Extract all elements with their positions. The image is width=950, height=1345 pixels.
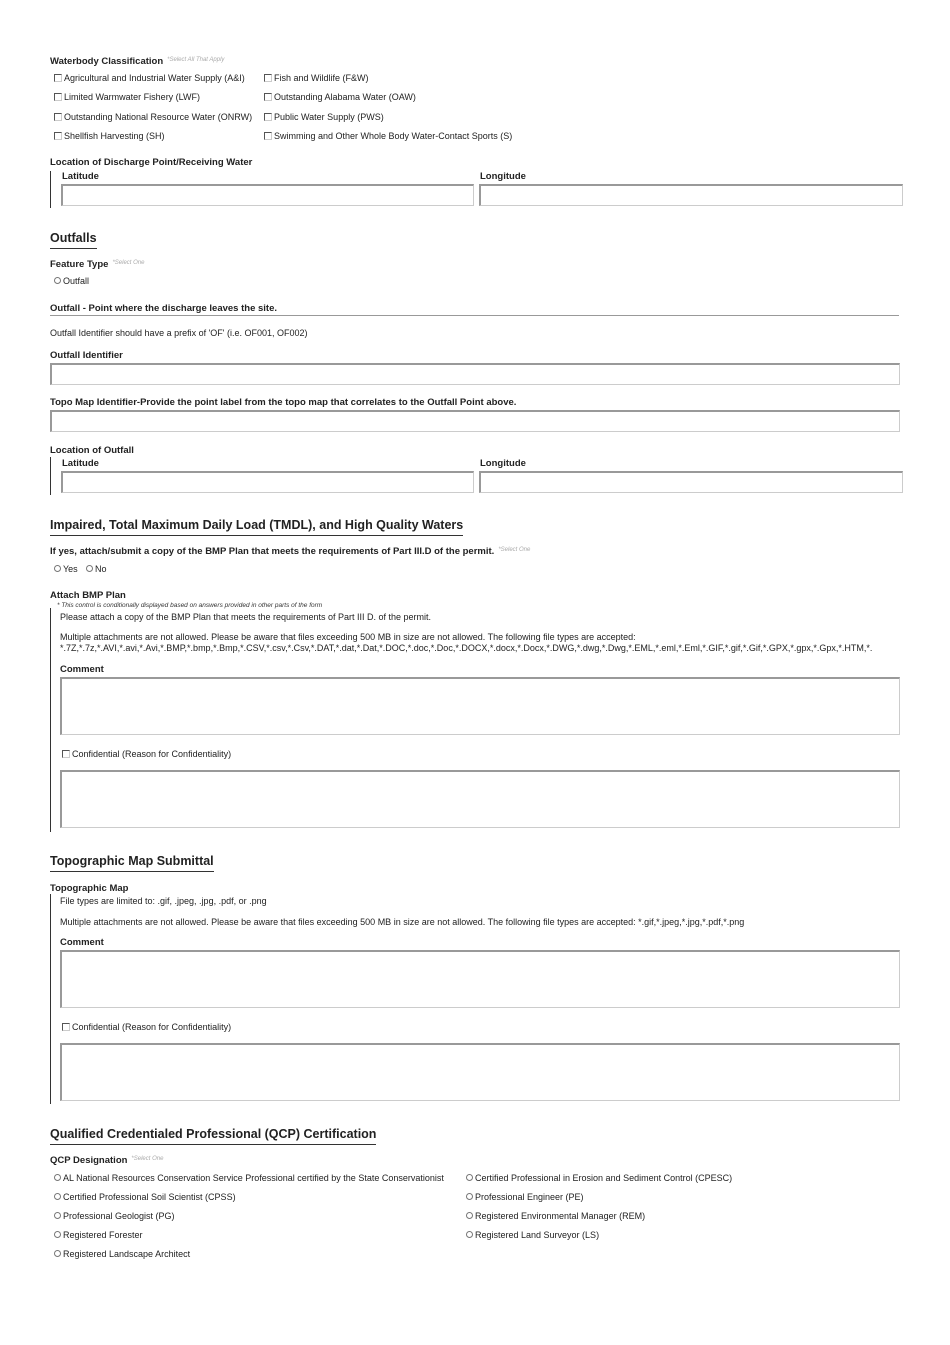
checkbox-lwf[interactable]: Limited Warmwater Fishery (LWF) [54, 92, 200, 102]
discharge-title: Location of Discharge Point/Receiving Water [50, 157, 253, 168]
group-bar [50, 171, 51, 208]
topo-multi-note: Multiple attachments are not allowed. Please be aware that files exceeding 500 MB in size are not allowed. The following file types are accepted: *.gif,*.jpeg,*.jpg,*.pdf,*.png [60, 917, 745, 927]
bmp-multi-note: Multiple attachments are not allowed. Please be aware that files exceeding 500 MB in size are not allowed. The following file types are accepted: [60, 632, 636, 642]
outfall-latitude-label: Latitude [62, 458, 99, 469]
radio-no[interactable]: No [86, 564, 107, 574]
topo-identifier-input[interactable] [50, 410, 900, 432]
checkbox-icon[interactable] [54, 74, 62, 82]
checkbox-sh[interactable]: Shellfish Harvesting (SH) [54, 131, 165, 141]
topo-comment-label: Comment [60, 937, 104, 948]
checkbox-s[interactable]: Swimming and Other Whole Body Water-Contact Sports (S) [264, 131, 512, 141]
radio-qcp-cpesc[interactable]: Certified Professional in Erosion and Sediment Control (CPESC) [466, 1173, 732, 1183]
outfall-latitude-input[interactable] [61, 471, 474, 493]
bmp-file-types: *.7Z,*.7z,*.AVI,*.avi,*.Avi,*.BMP,*.bmp,*.Bmp,*.CSV,*.csv,*.Csv,*.DAT,*.dat,*.Dat,*.DOC,*.doc,*.Doc,*.DOCX,*.docx,*.Docx,*.DWG,*.dwg,*.Dwg,*.EML,*.eml,*.Eml,*.GIF,*.gif,*.Gif,*.GPX,*.gpx,*.Gpx,*.HTM,*. [60, 643, 873, 653]
checkbox-icon[interactable] [62, 750, 70, 758]
radio-icon[interactable] [54, 1231, 61, 1238]
qcp-heading: Qualified Credentialed Professional (QCP) Certification [50, 1127, 376, 1145]
outfall-location-label: Location of Outfall [50, 445, 134, 456]
checkbox-icon[interactable] [264, 113, 272, 121]
checkbox-fw[interactable]: Fish and Wildlife (F&W) [264, 73, 369, 83]
waterbody-hint: *Select All That Apply [167, 57, 225, 63]
discharge-latitude-input[interactable] [61, 184, 474, 206]
radio-icon[interactable] [54, 1174, 61, 1181]
bmp-comment-textarea[interactable] [60, 677, 900, 735]
radio-qcp-cpss[interactable]: Certified Professional Soil Scientist (CPSS) [54, 1192, 236, 1202]
outfall-prefix-note: Outfall Identifier should have a prefix of 'OF' (i.e. OF001, OF002) [50, 328, 308, 338]
waterbody-title: Waterbody Classification $^{*Select All That Apply}$ [50, 56, 225, 67]
tmdl-question: If yes, attach/submit a copy of the BMP Plan that meets the requirements of Part III.D of the permit. $^{*Select One}$ [50, 546, 531, 557]
radio-icon[interactable] [466, 1231, 473, 1238]
radio-icon[interactable] [466, 1193, 473, 1200]
tmdl-hint: *Select One [498, 547, 531, 553]
radio-qcp-rem[interactable]: Registered Environmental Manager (REM) [466, 1211, 645, 1221]
radio-icon[interactable] [466, 1212, 473, 1219]
radio-icon[interactable] [54, 1193, 61, 1200]
checkbox-icon[interactable] [264, 93, 272, 101]
checkbox-ai[interactable]: Agricultural and Industrial Water Supply (A&I) [54, 73, 245, 83]
topo-confidential-checkbox[interactable]: Confidential (Reason for Confidentiality) [62, 1022, 231, 1032]
radio-icon[interactable] [54, 565, 61, 572]
radio-icon[interactable] [86, 565, 93, 572]
topo-map-label: Topographic Map [50, 883, 129, 894]
topo-comment-textarea[interactable] [60, 950, 900, 1008]
radio-icon[interactable] [54, 1250, 61, 1257]
qcp-hint: *Select One [131, 1156, 164, 1162]
topo-heading: Topographic Map Submittal [50, 854, 214, 872]
bmp-instruction: Please attach a copy of the BMP Plan that meets the requirements of Part III D. of the permit. [60, 612, 432, 622]
radio-yes[interactable]: Yes [54, 564, 78, 574]
group-bar [50, 608, 51, 832]
qcp-designation-label: QCP Designation $^{*Select One}$ [50, 1155, 164, 1166]
group-bar [50, 457, 51, 495]
divider [50, 315, 899, 316]
outfalls-heading: Outfalls [50, 231, 97, 249]
radio-icon[interactable] [54, 277, 61, 284]
radio-qcp-landscape[interactable]: Registered Landscape Architect [54, 1249, 190, 1259]
radio-icon[interactable] [466, 1174, 473, 1181]
checkbox-icon[interactable] [54, 93, 62, 101]
radio-outfall[interactable]: Outfall [54, 276, 89, 286]
checkbox-icon[interactable] [62, 1023, 70, 1031]
radio-qcp-nrcs[interactable]: AL National Resources Conservation Service Professional certified by the State Conservationist [54, 1173, 444, 1183]
checkbox-oaw[interactable]: Outstanding Alabama Water (OAW) [264, 92, 416, 102]
outfall-longitude-label: Longitude [480, 458, 526, 469]
group-bar [50, 894, 51, 1104]
radio-qcp-pe[interactable]: Professional Engineer (PE) [466, 1192, 584, 1202]
tmdl-heading: Impaired, Total Maximum Daily Load (TMDL), and High Quality Waters [50, 518, 463, 536]
radio-icon[interactable] [54, 1212, 61, 1219]
discharge-longitude-label: Longitude [480, 171, 526, 182]
discharge-latitude-label: Latitude [62, 171, 99, 182]
outfall-point-title: Outfall - Point where the discharge leaves the site. [50, 303, 278, 314]
outfall-identifier-input[interactable] [50, 363, 900, 385]
radio-qcp-pg[interactable]: Professional Geologist (PG) [54, 1211, 175, 1221]
topo-identifier-label: Topo Map Identifier-Provide the point label from the topo map that correlates to the Outfall Point above. [50, 397, 517, 408]
topo-confidential-textarea[interactable] [60, 1043, 900, 1101]
feature-type-label: Feature Type $^{*Select One}$ [50, 259, 145, 270]
outfall-identifier-label: Outfall Identifier [50, 350, 123, 361]
attach-bmp-label: Attach BMP Plan [50, 590, 126, 601]
checkbox-icon[interactable] [264, 132, 272, 140]
radio-qcp-forester[interactable]: Registered Forester [54, 1230, 143, 1240]
checkbox-icon[interactable] [264, 74, 272, 82]
outfall-longitude-input[interactable] [479, 471, 903, 493]
discharge-longitude-input[interactable] [479, 184, 903, 206]
checkbox-icon[interactable] [54, 113, 62, 121]
conditional-note: * This control is conditionally displayed based on answers provided in other parts of the form [57, 602, 323, 609]
radio-qcp-ls[interactable]: Registered Land Surveyor (LS) [466, 1230, 599, 1240]
checkbox-icon[interactable] [54, 132, 62, 140]
bmp-comment-label: Comment [60, 664, 104, 675]
checkbox-onrw[interactable]: Outstanding National Resource Water (ONRW) [54, 112, 252, 122]
topo-limit-note: File types are limited to: .gif, .jpeg, .jpg, .pdf, or .png [60, 896, 267, 906]
checkbox-pws[interactable]: Public Water Supply (PWS) [264, 112, 384, 122]
bmp-confidential-textarea[interactable] [60, 770, 900, 828]
bmp-confidential-checkbox[interactable]: Confidential (Reason for Confidentiality) [62, 749, 231, 759]
feature-type-hint: *Select One [112, 260, 145, 266]
